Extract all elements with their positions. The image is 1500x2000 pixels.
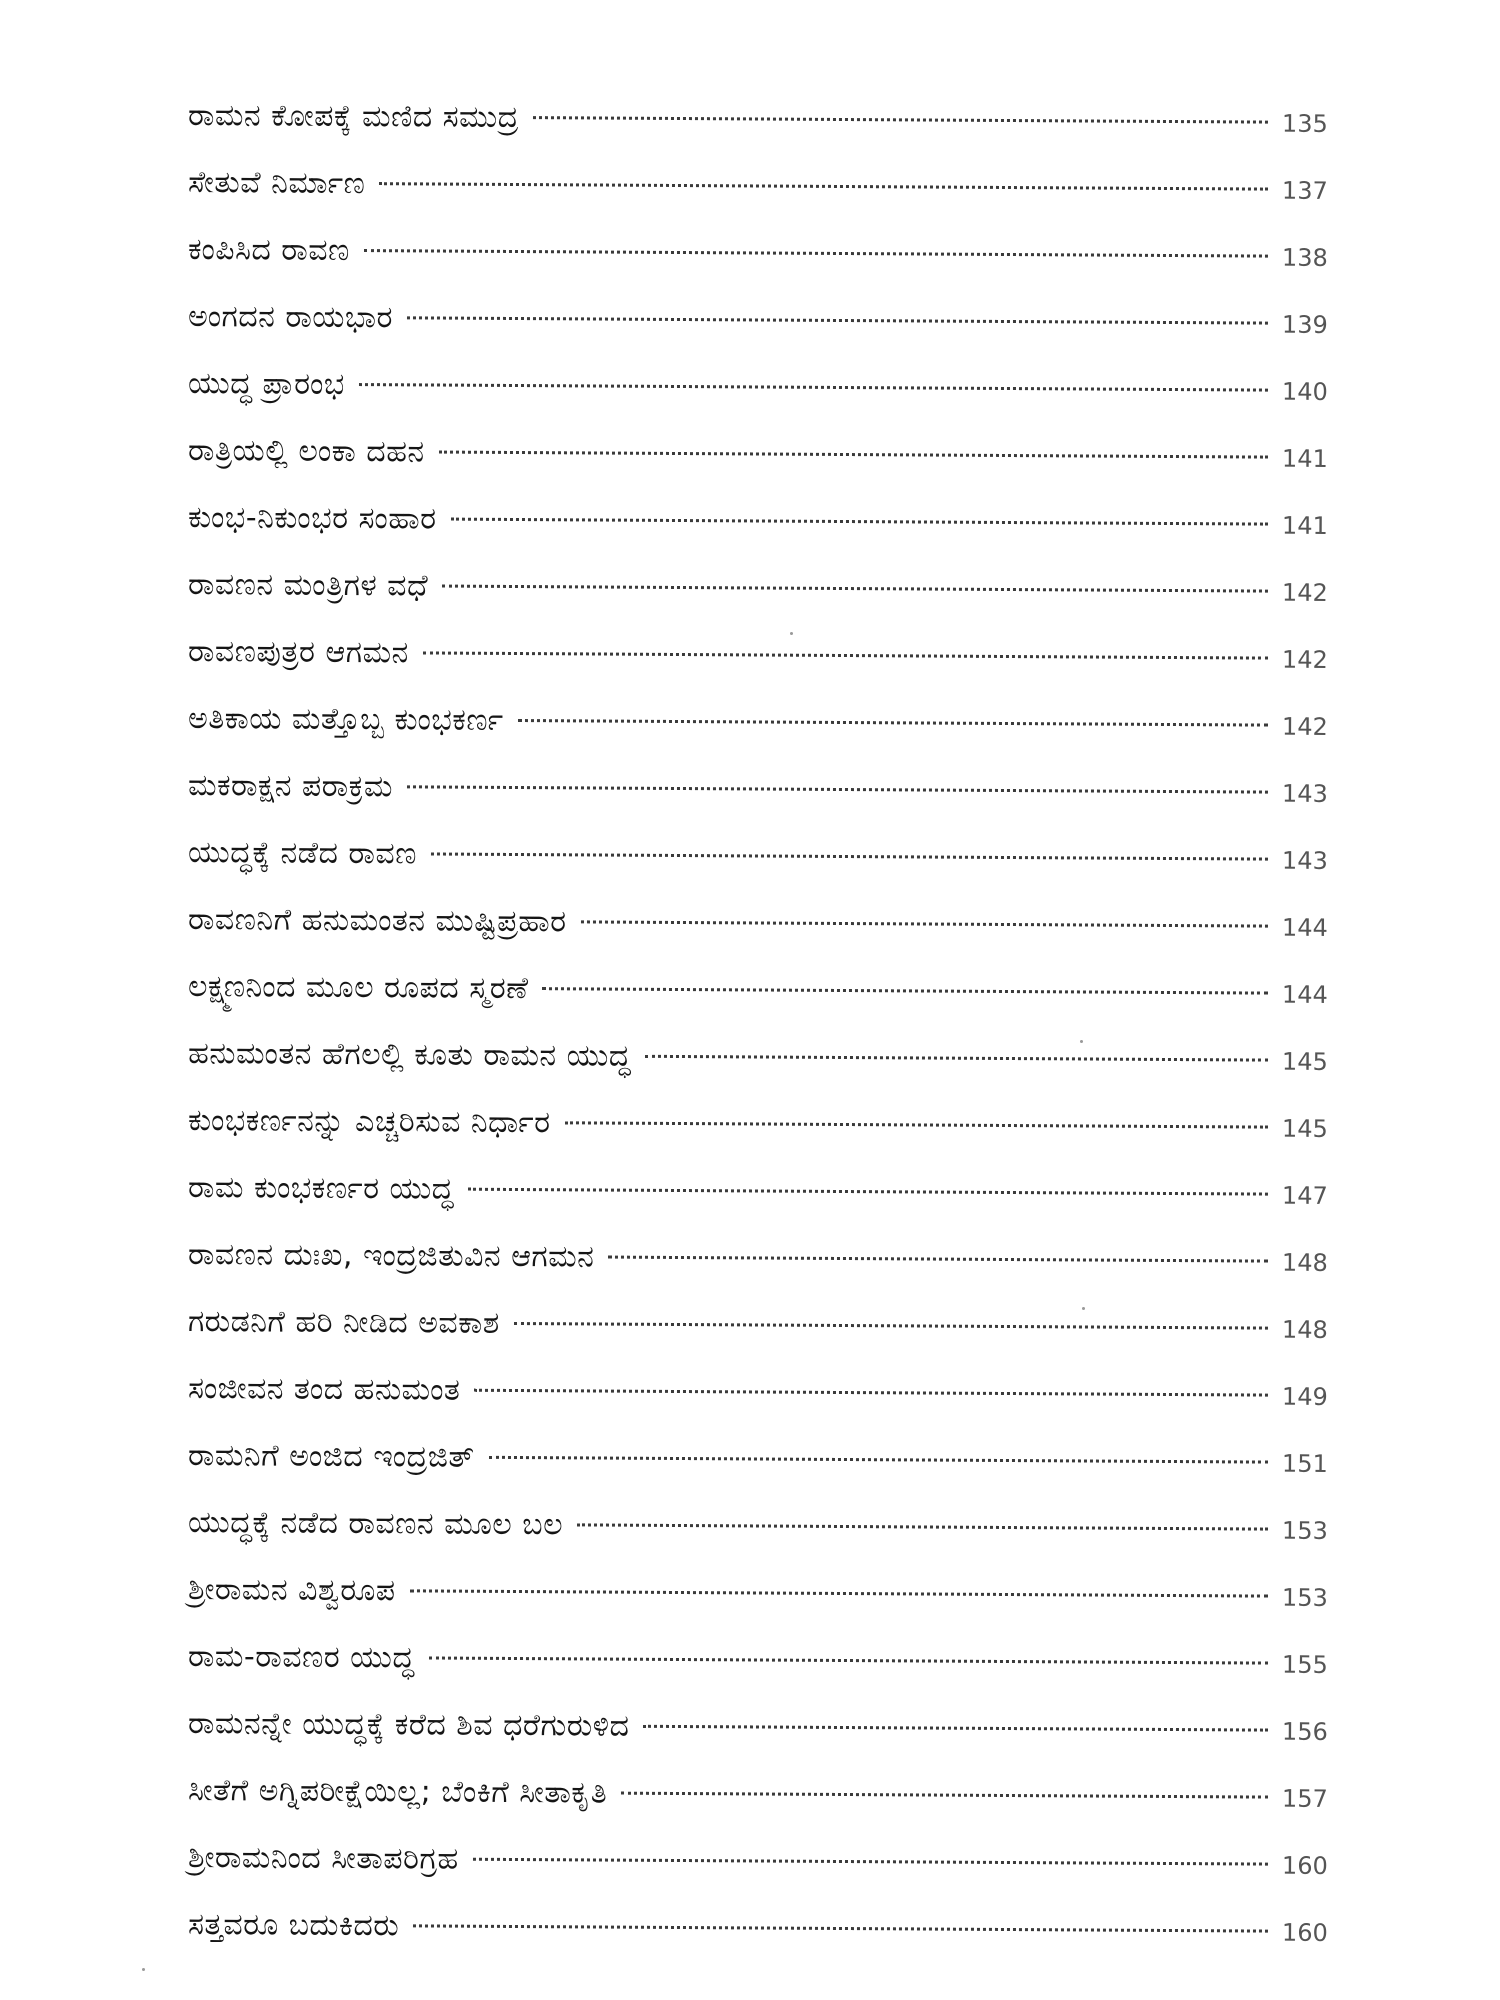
scan-speck [142,1968,145,1971]
entry-title: ಮಕರಾಕ್ಷನ ಪರಾಕ್ರಮ [187,768,394,805]
entry-page-number: 145 [1281,1047,1328,1076]
entry-page-number: 141 [1281,511,1328,540]
entry-page-number: 147 [1281,1181,1328,1210]
entry-title: ಕುಂಭಕರ್ಣನನ್ನು ಎಚ್ಚರಿಸುವ ನಿರ್ಧಾರ [187,1103,551,1141]
dot-leader [518,719,1268,727]
entry-title: ಕುಂಭ-ನಿಕುಂಭರ ಸಂಹಾರ [187,500,437,537]
entry-title: ರಾವಣನಿಗೆ ಹನುಮಂತನ ಮುಷ್ಟಿಪ್ರಹಾರ [187,902,567,940]
entry-title: ಕಂಪಿಸಿದ ರಾವಣ [187,232,350,268]
entry-title: ಯುದ್ಧಕ್ಕೆ ನಡೆದ ರಾವಣ [187,835,418,872]
table-of-contents [188,82,1338,1958]
entry-title: ಸತ್ತವರೂ ಬದುಕಿದರು [187,1907,400,1944]
toc-entry [188,1288,1338,1362]
toc-entry [188,484,1338,558]
dot-leader [423,651,1268,659]
toc-entry [188,685,1338,759]
dot-leader [473,1858,1268,1866]
dot-leader [577,1523,1268,1530]
dot-leader [474,1389,1268,1397]
entry-title: ಅತಿಕಾಯ ಮತ್ತೊಬ್ಬ ಕುಂಭಕರ್ಣ [187,701,504,738]
dot-leader [533,116,1268,123]
dot-leader [489,1456,1268,1464]
dot-leader [410,1589,1268,1597]
entry-page-number: 142 [1281,645,1328,674]
dot-leader [451,518,1268,526]
toc-entry [188,82,1338,156]
entry-title: ರಾವಣನ ಮಂತ್ರಿಗಳ ವಧೆ [187,567,429,604]
scan-speck [1082,1307,1085,1310]
dot-leader [429,1656,1268,1664]
toc-entry [188,1757,1338,1831]
scan-speck [790,632,793,635]
entry-title: ಯುದ್ಧ ಪ್ರಾರಂಭ [187,366,345,402]
toc-entry [188,886,1338,960]
entry-page-number: 137 [1281,176,1328,205]
dot-leader [407,316,1268,324]
dot-leader [364,249,1268,258]
entry-title: ರಾಮನನ್ನೇ ಯುದ್ಧಕ್ಕೆ ಕರೆದ ಶಿವ ಧರೆಗುರುಳಿದ [187,1706,630,1744]
toc-entry [188,1355,1338,1429]
entry-page-number: 160 [1281,1918,1328,1947]
toc-entry [188,1623,1338,1697]
scan-speck [1080,1040,1083,1043]
entry-page-number: 143 [1281,779,1328,808]
entry-title: ಅಂಗದನ ರಾಯಭಾರ [187,299,394,336]
entry-title: ರಾಮನ ಕೋಪಕ್ಕೆ ಮಣಿದ ಸಮುದ್ರ [187,98,519,136]
entry-title: ರಾವಣನ ದುಃಖ, ಇಂದ್ರಜಿತುವಿನ ಆಗಮನ [187,1237,595,1275]
toc-entry [188,216,1338,290]
entry-page-number: 142 [1281,712,1328,741]
toc-entry [188,819,1338,893]
entry-title: ಲಕ್ಷ್ಮಣನಿಂದ ಮೂಲ ರೂಪದ ಸ್ಮರಣೆ [187,969,529,1007]
entry-title: ಸೀತೆಗೆ ಅಗ್ನಿಪರೀಕ್ಷೆಯಿಲ್ಲ; ಬೆಂಕಿಗೆ ಸೀತಾಕೃತಿ [187,1773,608,1811]
dot-leader [379,182,1268,190]
dot-leader [439,451,1268,459]
toc-entry [188,350,1338,424]
entry-title: ರಾತ್ರಿಯಲ್ಲಿ ಲಂಕಾ ದಹನ [187,433,425,470]
toc-entry [188,283,1338,357]
toc-entry [188,551,1338,625]
dot-leader [431,852,1268,860]
dot-leader [468,1188,1268,1196]
entry-page-number: 138 [1281,243,1328,272]
entry-page-number: 157 [1281,1784,1328,1813]
entry-title: ರಾಮ ಕುಂಭಕರ್ಣರ ಯುದ್ಧ [187,1170,455,1207]
entry-page-number: 142 [1281,578,1328,607]
dot-leader [645,1055,1268,1062]
entry-page-number: 160 [1281,1851,1328,1880]
toc-entry [188,1690,1338,1764]
dot-leader [621,1792,1268,1799]
entry-title: ಶ್ರೀರಾಮನ ವಿಶ್ವರೂಪ [187,1572,396,1609]
toc-entry [188,953,1338,1027]
entry-title: ಹನುಮಂತನ ಹೆಗಲಲ್ಲಿ ಕೂತು ರಾಮನ ಯುದ್ಧ [187,1036,632,1074]
toc-entry [188,1221,1338,1295]
entry-page-number: 144 [1281,913,1328,942]
toc-entry [188,1891,1338,1965]
entry-title: ಸಂಜೀವನ ತಂದ ಹನುಮಂತ [187,1371,461,1408]
toc-entry [188,618,1338,692]
toc-entry [188,149,1338,223]
toc-entry [188,752,1338,826]
entry-page-number: 140 [1281,377,1328,406]
entry-title: ರಾಮ-ರಾವಣರ ಯುದ್ಧ [187,1639,415,1676]
dot-leader [542,987,1268,994]
entry-page-number: 156 [1281,1717,1328,1746]
toc-entry [188,1824,1338,1898]
entry-page-number: 153 [1281,1516,1328,1545]
entry-page-number: 148 [1281,1315,1328,1344]
dot-leader [413,1924,1268,1932]
entry-page-number: 135 [1281,109,1328,138]
entry-title: ಸೇತುವೆ ನಿರ್ಮಾಣ [187,165,366,202]
entry-page-number: 151 [1281,1449,1328,1478]
dot-leader [514,1322,1268,1330]
toc-entry [188,1020,1338,1094]
toc-entry [188,1556,1338,1630]
dot-leader [643,1725,1268,1732]
toc-entry [188,1154,1338,1228]
entry-page-number: 144 [1281,980,1328,1009]
entry-title: ಯುದ್ಧಕ್ಕೆ ನಡೆದ ರಾವಣನ ಮೂಲ ಬಲ [187,1505,564,1543]
dot-leader [407,785,1268,793]
entry-title: ರಾಮನಿಗೆ ಅಂಜಿದ ಇಂದ್ರಜಿತ್ [187,1438,475,1475]
dot-leader [442,585,1268,593]
dot-leader [608,1256,1268,1263]
entry-title: ಶ್ರೀರಾಮನಿಂದ ಸೀತಾಪರಿಗ್ರಹ [187,1840,459,1877]
entry-page-number: 145 [1281,1114,1328,1143]
toc-entry [188,417,1338,491]
entry-title: ರಾವಣಪುತ್ರರ ಆಗಮನ [187,634,409,671]
toc-entry [188,1422,1338,1496]
dot-leader [564,1121,1267,1128]
entry-page-number: 139 [1281,310,1328,339]
toc-entry [188,1489,1338,1563]
entry-page-number: 149 [1281,1382,1328,1411]
entry-page-number: 155 [1281,1650,1328,1679]
entry-page-number: 148 [1281,1248,1328,1277]
entry-title: ಗರುಡನಿಗೆ ಹರಿ ನೀಡಿದ ಅವಕಾಶ [187,1304,500,1341]
toc-entry [188,1087,1338,1161]
entry-page-number: 141 [1281,444,1328,473]
entry-page-number: 153 [1281,1583,1328,1612]
entry-page-number: 143 [1281,846,1328,875]
dot-leader [359,383,1268,392]
dot-leader [580,920,1267,927]
